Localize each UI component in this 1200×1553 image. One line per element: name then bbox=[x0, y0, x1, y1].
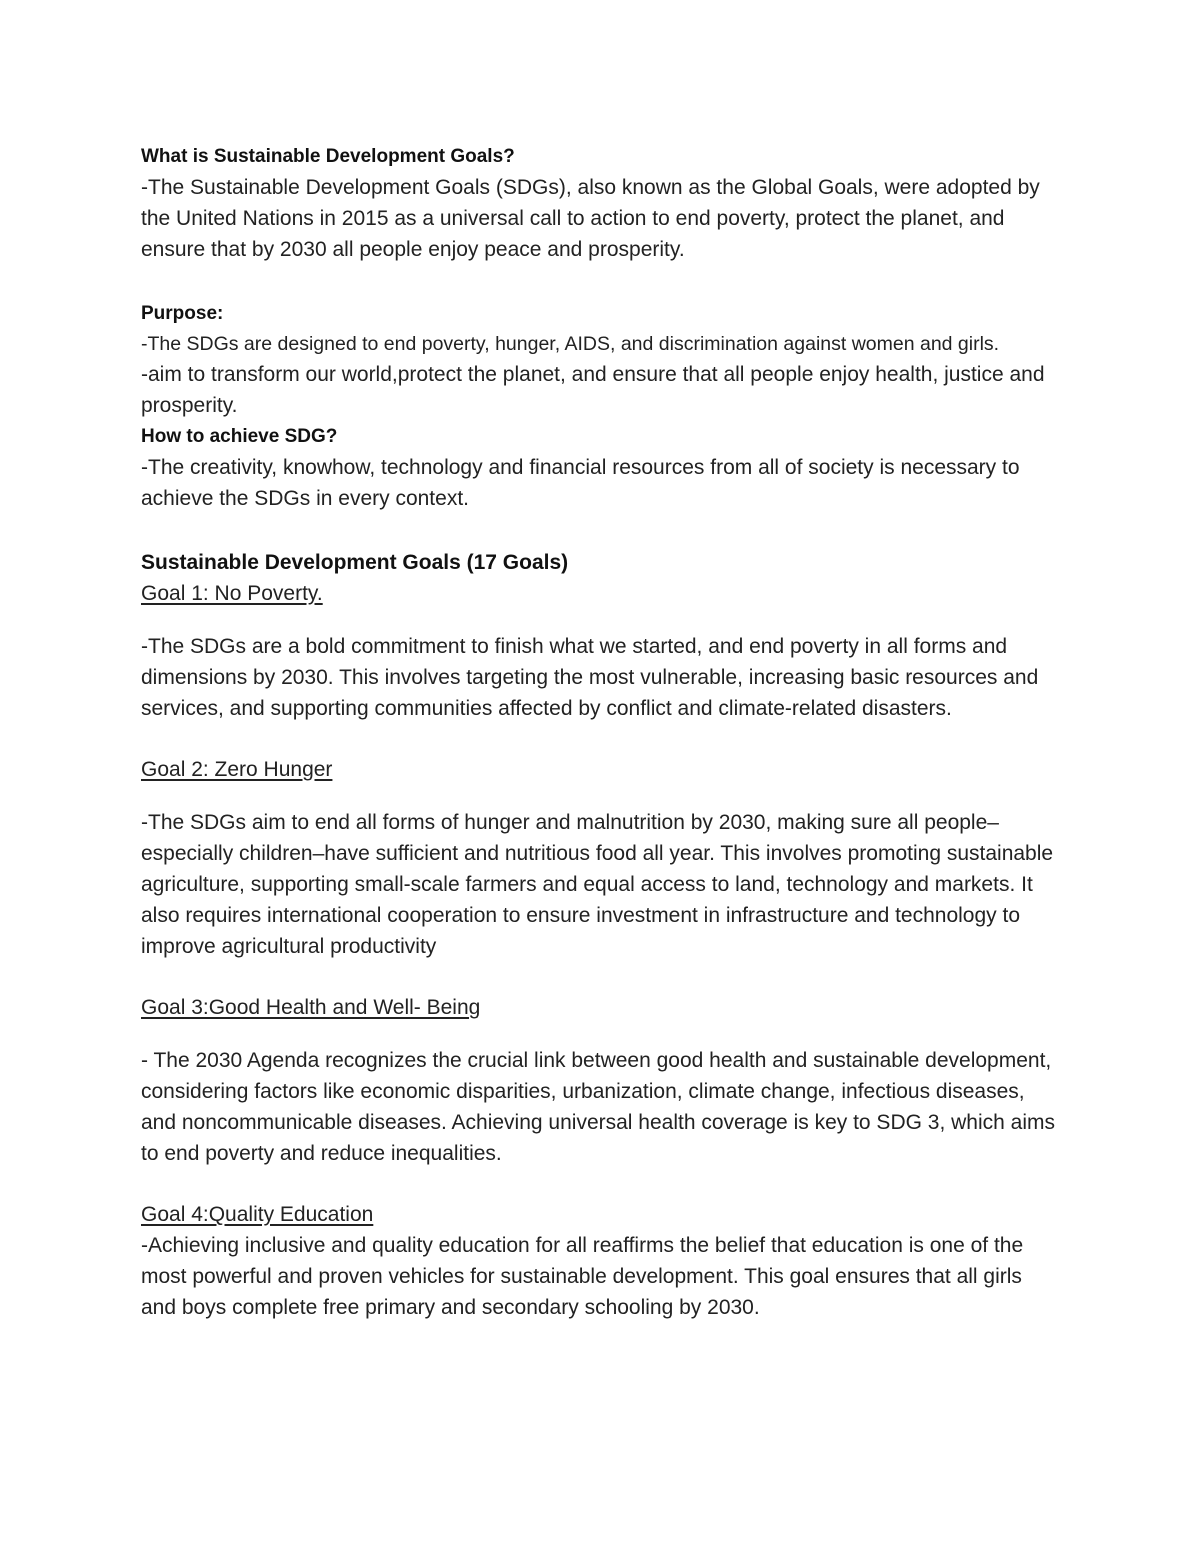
purpose-point-1: -The SDGs are designed to end poverty, hunger, AIDS, and discrimination against women and girls. bbox=[141, 333, 1000, 355]
spacer bbox=[141, 724, 1061, 754]
purpose-heading: Purpose: bbox=[141, 303, 224, 324]
goal-4-text: -Achieving inclusive and quality education for all reaffirms the belief that education is one of the most powerful and proven vehicles for sustainable development. This goal ensures that all girls and boys complete free primary and secondary schooling by 2030. bbox=[141, 1234, 1024, 1319]
document-page bbox=[141, 141, 1061, 1323]
intro-text: -The Sustainable Development Goals (SDGs), also known as the Global Goals, were adopted by the United Nations in 2015 as a universal call to action to end poverty, protect the planet, and ensure that by 2030 all people enjoy peace and prosperity. bbox=[141, 176, 1040, 261]
purpose-point-2: -aim to transform our world,protect the planet, and ensure that all people enjoy health, justice and prosperity. bbox=[141, 363, 1045, 417]
goal-1-heading: Goal 1: No Poverty. bbox=[141, 582, 323, 605]
spacer bbox=[141, 265, 1061, 298]
achieve-heading: How to achieve SDG? bbox=[141, 426, 338, 447]
spacer bbox=[141, 609, 1061, 631]
achieve-text: -The creativity, knowhow, technology and financial resources from all of society is necessary to achieve the SDGs in every context. bbox=[141, 456, 1020, 510]
goal-2-text: -The SDGs aim to end all forms of hunger and malnutrition by 2030, making sure all people–especially children–have sufficient and nutritious food all year. This involves promoting sustainable agriculture, supporting small-scale farmers and equal access to land, technology and markets. It also requires international cooperation to ensure investment in infrastructure and technology to improve agricultural productivity bbox=[141, 811, 1054, 958]
spacer bbox=[141, 1023, 1061, 1045]
spacer bbox=[141, 962, 1061, 992]
spacer bbox=[141, 514, 1061, 547]
goal-1-text: -The SDGs are a bold commitment to finish what we started, and end poverty in all forms and dimensions by 2030. This involves targeting the most vulnerable, increasing basic resources and services, and supporting communities affected by conflict and climate-related disasters. bbox=[141, 635, 1039, 720]
spacer bbox=[141, 1169, 1061, 1199]
goal-3-text: - The 2030 Agenda recognizes the crucial link between good health and sustainable development, considering factors like economic disparities, urbanization, climate change, infectious diseases, and noncommunicable diseases. Achieving universal health coverage is key to SDG 3, which aims to end poverty and reduce inequalities. bbox=[141, 1049, 1055, 1165]
goal-3-heading: Goal 3:Good Health and Well- Being bbox=[141, 996, 481, 1019]
goals-section-title: Sustainable Development Goals (17 Goals) bbox=[141, 551, 569, 574]
goal-2-heading: Goal 2: Zero Hunger bbox=[141, 758, 333, 781]
spacer bbox=[141, 785, 1061, 807]
goal-4-heading: Goal 4:Quality Education bbox=[141, 1203, 374, 1226]
intro-heading: What is Sustainable Development Goals? bbox=[141, 146, 515, 167]
